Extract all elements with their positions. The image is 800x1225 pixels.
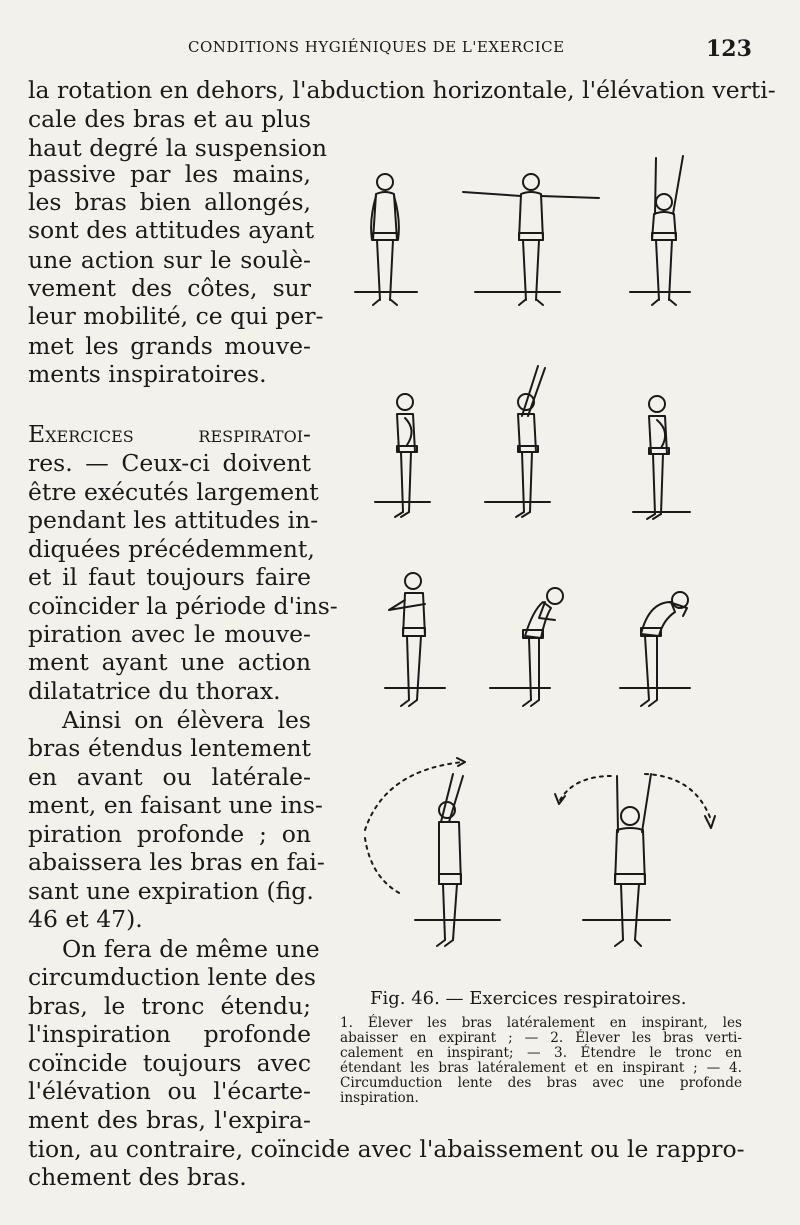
text-line: haut degré la suspension — [28, 134, 327, 162]
text-line: sant une expiration (fig. — [28, 877, 314, 905]
running-title: CONDITIONS HYGIÉNIQUES DE L'EXERCICE — [188, 38, 565, 56]
figure-standing-arms-down — [355, 174, 417, 305]
figure-trunk-upright — [385, 573, 445, 706]
text-line: être exécutés largement — [28, 478, 319, 506]
text-line: dilatatrice du thorax. — [28, 677, 281, 705]
text-line: abaissera les bras en fai- — [28, 848, 325, 876]
text-line: res. — Ceux-ci doivent — [28, 449, 311, 477]
figure-caption-line: étendant les bras latéralement et en inspirant ; — 4. — [340, 1060, 742, 1076]
text-line: vement des côtes, sur — [28, 274, 311, 302]
text-line: ments inspiratoires. — [28, 360, 267, 388]
text-line: bras étendus lentement — [28, 734, 311, 762]
text-line: On fera de même une — [62, 935, 320, 963]
text-line: l'inspiration profonde — [28, 1020, 311, 1048]
figure-side-arms-down — [375, 394, 430, 517]
figure-caption-line: Circumduction lente des bras avec une profonde — [340, 1075, 742, 1091]
figure-side-arms-up — [485, 366, 550, 517]
text-line: et il faut toujours faire — [28, 563, 311, 591]
text-line: l'élévation ou l'écarte- — [28, 1077, 311, 1105]
figure-arms-lateral — [463, 174, 599, 305]
figure-caption-line: 1. Élever les bras latéralement en inspirant, les — [340, 1015, 742, 1031]
text-line: bras, le tronc étendu; — [28, 992, 311, 1020]
figure-caption-line: calement en inspirant; — 3. Étendre le tronc en — [340, 1045, 742, 1061]
text-line: cale des bras et au plus — [28, 105, 311, 133]
text-line: leur mobilité, ce qui per- — [28, 302, 324, 330]
text-line: les bras bien allongés, — [28, 188, 311, 216]
text-line: ment, en faisant une ins- — [28, 791, 323, 819]
text-line: coïncide toujours avec — [28, 1049, 311, 1077]
figure-arms-vertical — [630, 156, 690, 305]
text-line: 46 et 47). — [28, 905, 143, 933]
figure-trunk-extended — [620, 592, 690, 706]
figure-caption-title: Fig. 46. — Exercices respiratoires. — [370, 988, 687, 1009]
text-line: Ainsi on élèvera les — [62, 706, 311, 734]
text-line: piration profonde ; on — [28, 820, 311, 848]
figure-circumduction-front — [555, 774, 715, 946]
text-line: circumduction lente des — [28, 963, 316, 991]
text-line: la rotation en dehors, l'abduction horizontale, l'élévation verti- — [28, 76, 776, 104]
text-line: met les grands mouve- — [28, 332, 311, 360]
page-header — [0, 36, 800, 60]
text-line: piration avec le mouve- — [28, 620, 311, 648]
text-line: une action sur le soulè- — [28, 246, 311, 274]
figure-circumduction-side — [365, 758, 500, 946]
text-line: en avant ou latérale- — [28, 763, 311, 791]
text-line: diquées précédemment, — [28, 535, 315, 563]
figure-trunk-extending — [490, 588, 563, 706]
text-line: ment ayant une action — [28, 648, 311, 676]
text-line: ment des bras, l'expira- — [28, 1106, 311, 1134]
page-number: 123 — [706, 36, 752, 62]
text-line: passive par les mains, — [28, 160, 311, 188]
section-heading: Exercices respiratoi- — [28, 420, 311, 448]
text-line: pendant les attitudes in- — [28, 506, 319, 534]
text-line: tion, au contraire, coïncide avec l'abaissement ou le rappro- — [28, 1135, 745, 1163]
text-line: coïncider la période d'ins- — [28, 592, 338, 620]
text-line: sont des attitudes ayant — [28, 216, 315, 244]
figure-side-arms-back — [633, 396, 690, 519]
figure-caption-line: abaisser en expirant ; — 2. Élever les bras verti- — [340, 1030, 742, 1046]
figure-caption-line: inspiration. — [340, 1090, 419, 1106]
text-line: chement des bras. — [28, 1163, 247, 1191]
exercise-illustrations — [345, 140, 765, 985]
